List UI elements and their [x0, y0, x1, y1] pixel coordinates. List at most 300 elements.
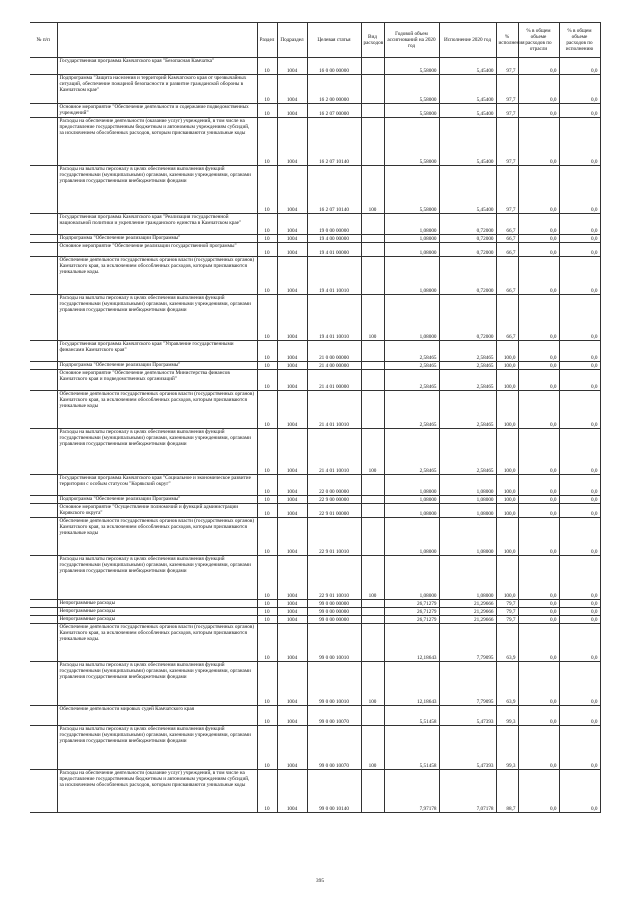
cell-csr: 16 0 00 00000 [307, 58, 361, 75]
cell-csr: 21 4 01 10010 [307, 429, 361, 475]
cell-podrazdel: 1004 [277, 429, 307, 475]
cell-fact: 5,47393 [439, 706, 496, 726]
table-row [30, 257, 600, 295]
cell-vr [361, 75, 384, 104]
cell-podrazdel: 1004 [277, 496, 307, 504]
cell-podrazdel: 1004 [277, 75, 307, 104]
cell-vr [361, 235, 384, 243]
cell-razdel: 10 [257, 341, 277, 362]
header-podrazdel: Подраздел [277, 23, 307, 58]
cell-pct: 66,7 [496, 214, 518, 235]
cell-csr: 21 4 01 00000 [307, 370, 361, 391]
cell-share-total: 0,0 [518, 496, 559, 504]
cell-podrazdel: 1004 [277, 214, 307, 235]
cell-podrazdel: 1004 [277, 770, 307, 813]
cell-csr: 19 0 00 00000 [307, 214, 361, 235]
cell-vr [361, 518, 384, 556]
table-row [30, 518, 600, 556]
cell-csr: 22 9 01 00000 [307, 504, 361, 518]
cell-num [30, 616, 57, 624]
cell-vr [361, 475, 384, 496]
cell-share-exec: 0,0 [559, 295, 600, 341]
table-row [30, 556, 600, 600]
cell-plan: 5,51458 [384, 726, 439, 770]
table-row [30, 214, 600, 235]
table-row [30, 75, 600, 104]
cell-fact: 1,08000 [439, 504, 496, 518]
cell-vr [361, 504, 384, 518]
cell-share-exec: 0,0 [559, 616, 600, 624]
cell-podrazdel: 1004 [277, 118, 307, 166]
cell-share-exec: 0,0 [559, 429, 600, 475]
cell-share-total: 0,0 [518, 391, 559, 429]
cell-num [30, 362, 57, 370]
cell-share-exec: 0,0 [559, 475, 600, 496]
cell-share-exec: 0,0 [559, 257, 600, 295]
cell-share-exec: 0,0 [559, 58, 600, 75]
cell-plan: 26,71279 [384, 600, 439, 608]
cell-podrazdel: 1004 [277, 608, 307, 616]
cell-fact: 2,58465 [439, 391, 496, 429]
cell-fact: 7,79095 [439, 662, 496, 706]
cell-csr: 19 4 00 00000 [307, 235, 361, 243]
cell-fact: 2,58465 [439, 341, 496, 362]
cell-podrazdel: 1004 [277, 475, 307, 496]
cell-num [30, 214, 57, 235]
header-pct: % исполнения [496, 23, 518, 58]
cell-plan: 1,08000 [384, 518, 439, 556]
cell-fact: 21,29666 [439, 600, 496, 608]
cell-podrazdel: 1004 [277, 391, 307, 429]
cell-name: Государственная программа Камчатского края "Безопасная Камчатка" [57, 58, 257, 75]
table-row [30, 429, 600, 475]
cell-pct: 100,0 [496, 556, 518, 600]
cell-pct: 100,0 [496, 518, 518, 556]
table-row [30, 706, 600, 726]
cell-num [30, 295, 57, 341]
cell-num [30, 104, 57, 118]
cell-share-total: 0,0 [518, 295, 559, 341]
cell-plan: 2,58465 [384, 341, 439, 362]
cell-name: Основное мероприятие "Обеспечение деятельности Министерства финансов Камчатского края и подведомственных организаций" [57, 370, 257, 391]
cell-share-total: 0,0 [518, 235, 559, 243]
cell-fact: 0,72000 [439, 243, 496, 257]
cell-razdel: 10 [257, 235, 277, 243]
cell-vr [361, 391, 384, 429]
cell-pct: 66,7 [496, 257, 518, 295]
cell-num [30, 166, 57, 214]
page-number: 395 [315, 878, 325, 884]
cell-num [30, 770, 57, 813]
cell-name: Обеспечение деятельности государственных органов власти (государственных органов) Камчатского края, за исключением обособленных расходов, которым присваиваются уникальные коды [57, 518, 257, 556]
header-num: № п/п [30, 23, 57, 58]
cell-vr [361, 257, 384, 295]
cell-vr [361, 608, 384, 616]
cell-csr: 16 2 07 10140 [307, 166, 361, 214]
header-share-exec: % в общем объеме расходов по исполнению [559, 23, 600, 58]
cell-vr: 100 [361, 556, 384, 600]
cell-num [30, 75, 57, 104]
cell-razdel: 10 [257, 362, 277, 370]
cell-razdel: 10 [257, 429, 277, 475]
cell-vr [361, 362, 384, 370]
cell-podrazdel: 1004 [277, 600, 307, 608]
table-row [30, 58, 600, 75]
cell-csr: 99 0 00 00000 [307, 600, 361, 608]
cell-share-exec: 0,0 [559, 341, 600, 362]
cell-share-exec: 0,0 [559, 608, 600, 616]
cell-razdel: 10 [257, 243, 277, 257]
cell-num [30, 706, 57, 726]
cell-num [30, 118, 57, 166]
cell-podrazdel: 1004 [277, 504, 307, 518]
cell-podrazdel: 1004 [277, 706, 307, 726]
cell-name: Расходы на выплаты персоналу в целях обеспечения выполнения функций государственными (муниципальными) органами, казенными учреждениями, органами управления государственными внебюджетными фондами [57, 662, 257, 706]
cell-podrazdel: 1004 [277, 235, 307, 243]
cell-fact: 0,72000 [439, 295, 496, 341]
cell-razdel: 10 [257, 370, 277, 391]
cell-num [30, 496, 57, 504]
cell-plan: 1,08000 [384, 295, 439, 341]
cell-fact: 1,08000 [439, 556, 496, 600]
cell-fact: 5,45400 [439, 166, 496, 214]
header-name [57, 23, 257, 58]
cell-razdel: 10 [257, 214, 277, 235]
cell-plan: 1,08000 [384, 475, 439, 496]
cell-share-total: 0,0 [518, 166, 559, 214]
cell-plan: 2,58465 [384, 370, 439, 391]
cell-num [30, 662, 57, 706]
cell-podrazdel: 1004 [277, 370, 307, 391]
header-plan: Годовой объем ассигнований на 2020 год [384, 23, 439, 58]
cell-vr [361, 243, 384, 257]
cell-share-total: 0,0 [518, 257, 559, 295]
cell-vr [361, 370, 384, 391]
cell-fact: 5,45400 [439, 104, 496, 118]
cell-num [30, 257, 57, 295]
cell-pct: 100,0 [496, 496, 518, 504]
cell-pct: 97,7 [496, 58, 518, 75]
cell-pct: 66,7 [496, 295, 518, 341]
cell-razdel: 10 [257, 662, 277, 706]
cell-fact: 7,79095 [439, 624, 496, 662]
cell-num [30, 556, 57, 600]
cell-pct: 63,9 [496, 624, 518, 662]
table-row [30, 295, 600, 341]
cell-plan: 7,97178 [384, 770, 439, 813]
cell-share-exec: 0,0 [559, 391, 600, 429]
cell-pct: 100,0 [496, 391, 518, 429]
cell-vr [361, 58, 384, 75]
cell-share-total: 0,0 [518, 706, 559, 726]
header-vr: Вид расходов [361, 23, 384, 58]
cell-plan: 1,08000 [384, 243, 439, 257]
cell-pct: 97,7 [496, 118, 518, 166]
cell-num [30, 600, 57, 608]
table-row [30, 600, 600, 608]
cell-csr: 99 0 00 10070 [307, 726, 361, 770]
cell-share-exec: 0,0 [559, 166, 600, 214]
cell-csr: 21 4 01 10010 [307, 391, 361, 429]
cell-csr: 99 0 00 10010 [307, 662, 361, 706]
cell-fact: 2,58465 [439, 429, 496, 475]
cell-vr [361, 341, 384, 362]
cell-share-exec: 0,0 [559, 726, 600, 770]
cell-csr: 16 2 07 10140 [307, 118, 361, 166]
cell-pct: 88,7 [496, 770, 518, 813]
cell-share-total: 0,0 [518, 475, 559, 496]
cell-name: Подпрограмма "Защита населения и территорий Камчатского края от чрезвычайных ситуаций, обеспечение пожарной безопасности и развитие гражданской обороны в Камчатском крае" [57, 75, 257, 104]
cell-num [30, 235, 57, 243]
cell-num [30, 504, 57, 518]
cell-pct: 66,7 [496, 235, 518, 243]
cell-csr: 21 0 00 00000 [307, 341, 361, 362]
cell-plan: 2,58465 [384, 362, 439, 370]
cell-share-total: 0,0 [518, 75, 559, 104]
cell-fact: 2,58465 [439, 370, 496, 391]
cell-plan: 12,18643 [384, 662, 439, 706]
table-body [30, 58, 600, 813]
cell-num [30, 608, 57, 616]
cell-share-total: 0,0 [518, 341, 559, 362]
cell-vr: 100 [361, 726, 384, 770]
cell-name: Основное мероприятие "Обеспечение реализации государственной программы" [57, 243, 257, 257]
cell-share-total: 0,0 [518, 726, 559, 770]
cell-fact: 0,72000 [439, 257, 496, 295]
cell-share-total: 0,0 [518, 518, 559, 556]
cell-share-exec: 0,0 [559, 362, 600, 370]
cell-share-total: 0,0 [518, 104, 559, 118]
cell-plan: 26,71279 [384, 608, 439, 616]
cell-vr: 100 [361, 295, 384, 341]
header-csr: Целевая статья [307, 23, 361, 58]
cell-pct: 100,0 [496, 504, 518, 518]
cell-csr: 22 9 01 10010 [307, 556, 361, 600]
cell-vr: 100 [361, 662, 384, 706]
cell-razdel: 10 [257, 391, 277, 429]
table-row [30, 235, 600, 243]
cell-share-exec: 0,0 [559, 118, 600, 166]
cell-share-exec: 0,0 [559, 600, 600, 608]
cell-fact: 21,29666 [439, 616, 496, 624]
cell-share-total: 0,0 [518, 243, 559, 257]
cell-pct: 99,3 [496, 726, 518, 770]
cell-num [30, 243, 57, 257]
cell-podrazdel: 1004 [277, 104, 307, 118]
cell-plan: 2,58465 [384, 429, 439, 475]
cell-share-total: 0,0 [518, 608, 559, 616]
cell-vr [361, 496, 384, 504]
cell-podrazdel: 1004 [277, 295, 307, 341]
cell-podrazdel: 1004 [277, 624, 307, 662]
cell-csr: 22 0 00 00000 [307, 475, 361, 496]
table-header-row [30, 23, 600, 58]
cell-razdel: 10 [257, 624, 277, 662]
budget-table [30, 22, 601, 813]
cell-podrazdel: 1004 [277, 58, 307, 75]
cell-fact: 5,45400 [439, 58, 496, 75]
table-row [30, 504, 600, 518]
cell-razdel: 10 [257, 706, 277, 726]
table-row [30, 341, 600, 362]
header-fact: Исполнение 2020 год [439, 23, 496, 58]
cell-podrazdel: 1004 [277, 726, 307, 770]
cell-num [30, 518, 57, 556]
cell-fact: 2,58465 [439, 362, 496, 370]
table-row [30, 726, 600, 770]
cell-fact: 1,08000 [439, 518, 496, 556]
cell-pct: 79,7 [496, 608, 518, 616]
cell-plan: 5,58000 [384, 166, 439, 214]
cell-podrazdel: 1004 [277, 166, 307, 214]
cell-plan: 5,58000 [384, 58, 439, 75]
cell-share-exec: 0,0 [559, 706, 600, 726]
cell-fact: 1,08000 [439, 475, 496, 496]
cell-fact: 5,47393 [439, 726, 496, 770]
cell-pct: 79,7 [496, 600, 518, 608]
cell-share-exec: 0,0 [559, 556, 600, 600]
cell-share-exec: 0,0 [559, 243, 600, 257]
cell-num [30, 341, 57, 362]
cell-vr [361, 600, 384, 608]
cell-name: Расходы на выплаты персоналу в целях обеспечения выполнения функций государственными (муниципальными) органами, казенными учреждениями, органами управления государственными внебюджетными фондами [57, 166, 257, 214]
cell-razdel: 10 [257, 295, 277, 341]
cell-podrazdel: 1004 [277, 243, 307, 257]
cell-pct: 99,3 [496, 706, 518, 726]
header-share-total: % в общем объеме расходов по отрасли [518, 23, 559, 58]
cell-share-total: 0,0 [518, 600, 559, 608]
cell-plan: 1,08000 [384, 504, 439, 518]
cell-name: Расходы на обеспечение деятельности (оказание услуг) учреждений, в том числе на предоставление государственным бюджетным и автономным учреждениям субсидий, за исключением обособленных расходов, которым присваиваются уникальные коды [57, 770, 257, 813]
cell-share-total: 0,0 [518, 429, 559, 475]
cell-plan: 5,51458 [384, 706, 439, 726]
cell-share-total: 0,0 [518, 556, 559, 600]
cell-plan: 12,18643 [384, 624, 439, 662]
cell-vr: 100 [361, 166, 384, 214]
cell-pct: 97,7 [496, 166, 518, 214]
cell-vr: 100 [361, 429, 384, 475]
cell-plan: 2,58465 [384, 391, 439, 429]
cell-fact: 1,08000 [439, 496, 496, 504]
cell-share-exec: 0,0 [559, 770, 600, 813]
cell-razdel: 10 [257, 166, 277, 214]
cell-csr: 21 4 00 00000 [307, 362, 361, 370]
budget-table-page [30, 22, 600, 813]
cell-share-total: 0,0 [518, 624, 559, 662]
cell-podrazdel: 1004 [277, 662, 307, 706]
cell-csr: 16 2 00 00000 [307, 75, 361, 104]
cell-pct: 63,9 [496, 662, 518, 706]
cell-name: Непрограммные расходы [57, 616, 257, 624]
cell-name: Обеспечение деятельности государственных органов власти (государственных органов) Камчатского края, за исключением обособленных расходов, которым присваиваются уникальные коды [57, 391, 257, 429]
cell-name: Расходы на выплаты персоналу в целях обеспечения выполнения функций государственными (муниципальными) органами, казенными учреждениями, органами управления государственными внебюджетными фондами [57, 295, 257, 341]
cell-name: Государственная программа Камчатского края "Реализация государственной национальной политики и укрепление гражданского единства в Камчатском крае" [57, 214, 257, 235]
cell-podrazdel: 1004 [277, 556, 307, 600]
cell-razdel: 10 [257, 556, 277, 600]
cell-csr: 99 0 00 00000 [307, 608, 361, 616]
cell-num [30, 58, 57, 75]
cell-share-total: 0,0 [518, 362, 559, 370]
cell-pct: 97,7 [496, 75, 518, 104]
cell-share-exec: 0,0 [559, 518, 600, 556]
cell-name: Обеспечение деятельности государственных органов власти (государственных органов) Камчатского края, за исключением обособленных расходов, которым присваиваются уникальные коды. [57, 624, 257, 662]
cell-razdel: 10 [257, 475, 277, 496]
cell-pct: 100,0 [496, 362, 518, 370]
table-row [30, 243, 600, 257]
cell-share-exec: 0,0 [559, 496, 600, 504]
table-row [30, 496, 600, 504]
cell-pct: 100,0 [496, 475, 518, 496]
cell-name: Расходы на обеспечение деятельности (оказание услуг) учреждений, в том числе на предоставление государственным бюджетным и автономным учреждениям субсидий, за исключением обособленных расходов, которым присваиваются уникальные коды [57, 118, 257, 166]
cell-podrazdel: 1004 [277, 616, 307, 624]
cell-csr: 99 0 00 10010 [307, 624, 361, 662]
cell-csr: 22 9 00 00000 [307, 496, 361, 504]
cell-pct: 97,7 [496, 104, 518, 118]
cell-num [30, 624, 57, 662]
cell-num [30, 475, 57, 496]
cell-podrazdel: 1004 [277, 341, 307, 362]
cell-vr [361, 214, 384, 235]
cell-csr: 16 2 07 00000 [307, 104, 361, 118]
cell-share-exec: 0,0 [559, 624, 600, 662]
cell-plan: 5,58000 [384, 118, 439, 166]
cell-pct: 100,0 [496, 370, 518, 391]
cell-share-exec: 0,0 [559, 75, 600, 104]
cell-name: Подпрограмма "Обеспечение реализации Программы" [57, 235, 257, 243]
cell-plan: 5,58000 [384, 104, 439, 118]
cell-pct: 66,7 [496, 243, 518, 257]
cell-razdel: 10 [257, 257, 277, 295]
cell-num [30, 429, 57, 475]
table-row [30, 362, 600, 370]
cell-fact: 0,72000 [439, 214, 496, 235]
cell-name: Основное мероприятие "Осуществление полномочий и функций администрации Корякского округа" [57, 504, 257, 518]
header-razdel: Раздел [257, 23, 277, 58]
cell-name: Расходы на выплаты персоналу в целях обеспечения выполнения функций государственными (муниципальными) органами, казенными учреждениями, органами управления государственными внебюджетными фондами [57, 726, 257, 770]
cell-share-total: 0,0 [518, 770, 559, 813]
cell-name: Государственная программа Камчатского края "Управление государственными финансами Камчатского края" [57, 341, 257, 362]
cell-share-total: 0,0 [518, 214, 559, 235]
cell-num [30, 391, 57, 429]
cell-name: Расходы на выплаты персоналу в целях обеспечения выполнения функций государственными (муниципальными) органами, казенными учреждениями, органами управления государственными внебюджетными фондами [57, 429, 257, 475]
cell-share-total: 0,0 [518, 616, 559, 624]
cell-plan: 1,08000 [384, 556, 439, 600]
cell-csr: 19 4 01 10010 [307, 257, 361, 295]
cell-plan: 1,08000 [384, 496, 439, 504]
cell-share-exec: 0,0 [559, 235, 600, 243]
cell-share-total: 0,0 [518, 504, 559, 518]
cell-razdel: 10 [257, 726, 277, 770]
cell-pct: 100,0 [496, 429, 518, 475]
cell-vr [361, 624, 384, 662]
cell-share-exec: 0,0 [559, 504, 600, 518]
cell-razdel: 10 [257, 616, 277, 624]
cell-vr [361, 706, 384, 726]
table-row [30, 770, 600, 813]
cell-vr [361, 770, 384, 813]
cell-csr: 19 4 01 00000 [307, 243, 361, 257]
cell-name: Непрограммные расходы [57, 608, 257, 616]
cell-razdel: 10 [257, 75, 277, 104]
cell-razdel: 10 [257, 58, 277, 75]
cell-podrazdel: 1004 [277, 257, 307, 295]
cell-razdel: 10 [257, 600, 277, 608]
table-row [30, 118, 600, 166]
cell-plan: 1,08000 [384, 214, 439, 235]
cell-razdel: 10 [257, 504, 277, 518]
cell-csr: 99 0 00 10070 [307, 706, 361, 726]
cell-share-total: 0,0 [518, 662, 559, 706]
